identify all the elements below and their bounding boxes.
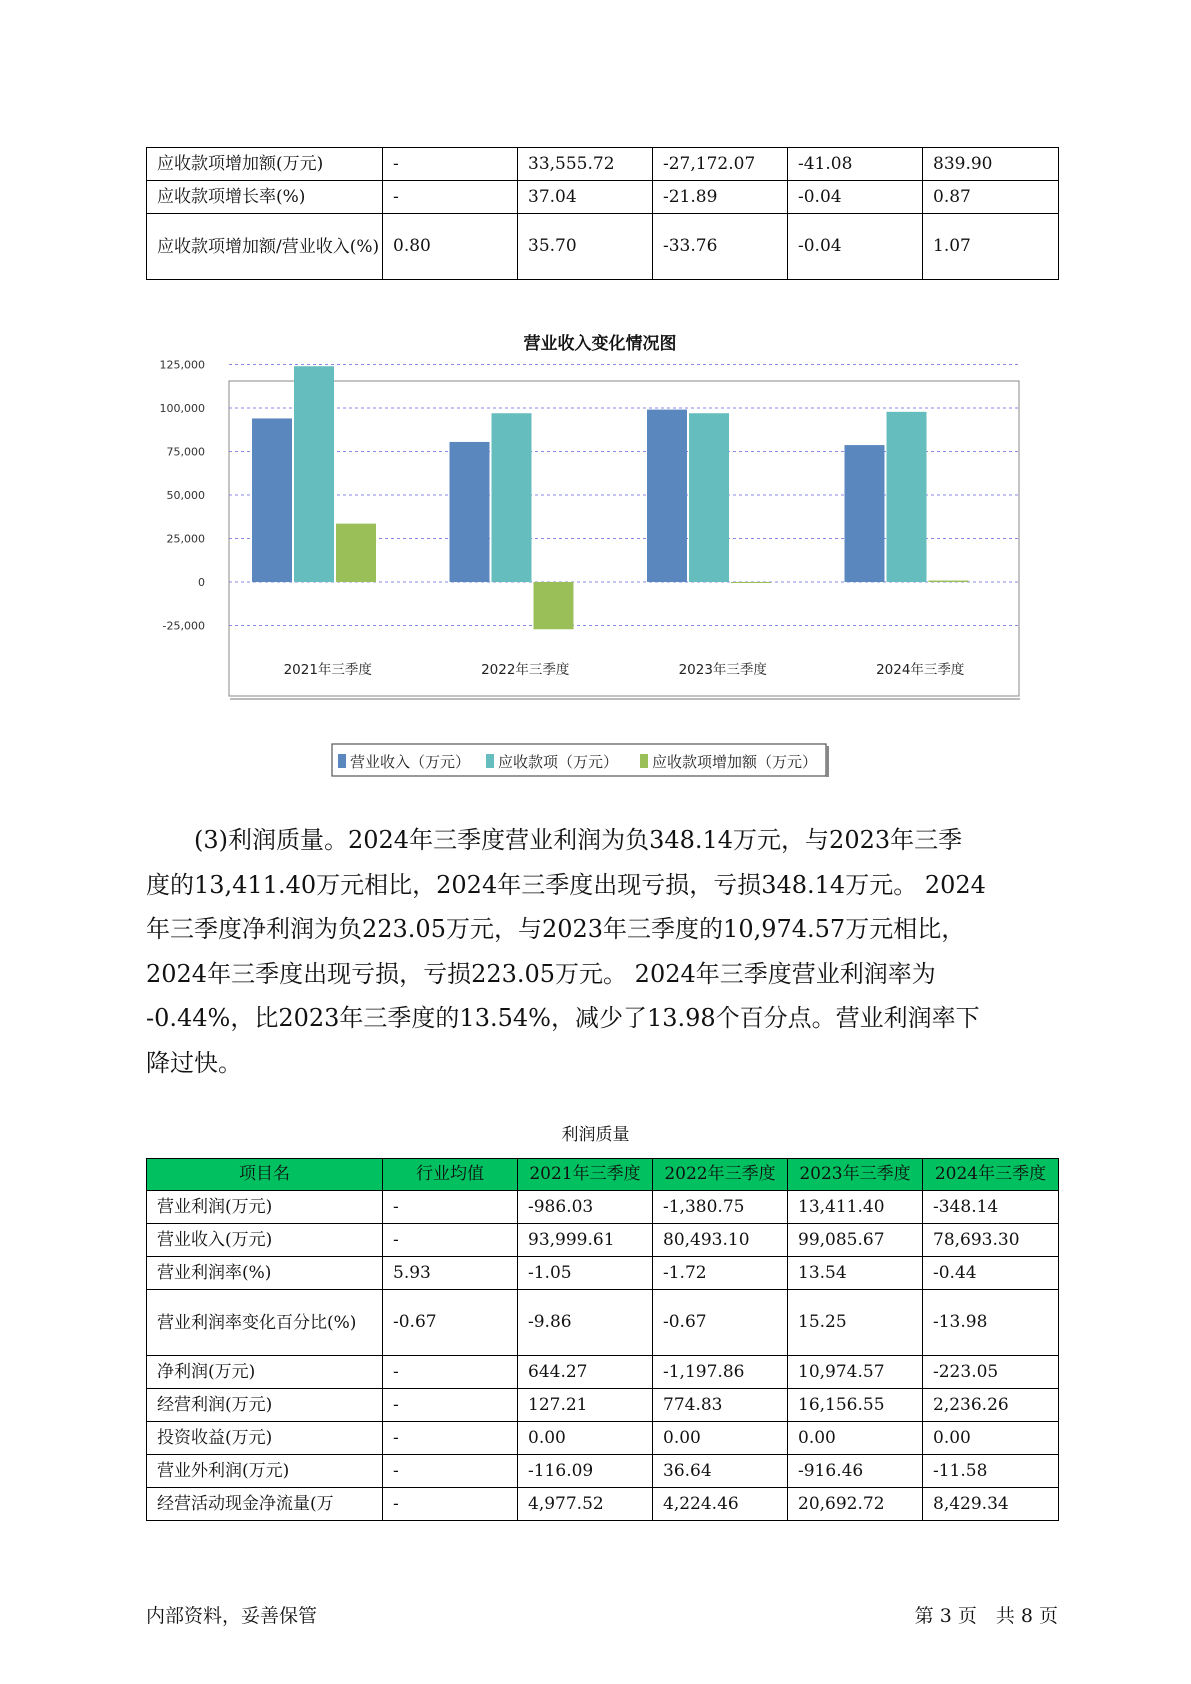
legend-swatch-receivables-increase [640, 754, 648, 768]
table-cell: - [383, 1488, 518, 1521]
table-cell: 营业利润率(%) [147, 1257, 383, 1290]
table-cell: -0.04 [788, 181, 923, 214]
paragraph-line: 度的13,411.40万元相比，2024年三季度出现亏损，亏损348.14万元。 2024 [146, 870, 986, 899]
bar-series1-3 [887, 412, 927, 582]
table-cell: -0.04 [788, 214, 923, 280]
table-cell: 839.90 [923, 148, 1059, 181]
table-cell: -916.46 [788, 1455, 923, 1488]
table-cell: -0.67 [383, 1290, 518, 1356]
table-cell: - [383, 1191, 518, 1224]
table-cell: 13.54 [788, 1257, 923, 1290]
table-cell: 经营利润(万元) [147, 1389, 383, 1422]
bar-series1-1 [492, 413, 532, 582]
table-cell: 4,977.52 [518, 1488, 653, 1521]
table-cell: -27,172.07 [653, 148, 788, 181]
revenue-chart [146, 328, 1046, 780]
table-cell: 应收款项增加额(万元) [147, 148, 383, 181]
bar-series0-1 [450, 442, 490, 582]
bar-series2-2 [731, 582, 771, 583]
table-cell: 644.27 [518, 1356, 653, 1389]
legend-label-receivables-increase: 应收款项增加额（万元） [652, 753, 818, 771]
bar-series1-2 [689, 413, 729, 582]
table-cell: 80,493.10 [653, 1224, 788, 1257]
table-cell: -348.14 [923, 1191, 1059, 1224]
chart-title: 营业收入变化情况图 [523, 334, 677, 354]
table-cell: 774.83 [653, 1389, 788, 1422]
table-cell: - [383, 1389, 518, 1422]
bar-series2-3 [929, 581, 969, 582]
table-cell: -116.09 [518, 1455, 653, 1488]
y-tick-label: 125,000 [159, 358, 205, 372]
page-number: 第 3 页 共 8 页 [914, 1605, 1058, 1627]
bar-series0-3 [845, 445, 885, 582]
table-cell: 营业收入(万元) [147, 1224, 383, 1257]
bar-series2-1 [534, 582, 574, 629]
table-cell: - [383, 1455, 518, 1488]
legend-label-receivables: 应收款项（万元） [498, 753, 619, 771]
table-cell: -223.05 [923, 1356, 1059, 1389]
table-row [147, 148, 1059, 181]
table-row [147, 1422, 1059, 1455]
receivables-table [146, 147, 1059, 280]
legend-label-revenue: 营业收入（万元） [350, 753, 471, 771]
legend-swatch-revenue [338, 754, 346, 768]
table-row [147, 1224, 1059, 1257]
x-tick-label: 2022年三季度 [481, 662, 570, 678]
legend-swatch-receivables [486, 754, 494, 768]
table-cell: -0.67 [653, 1290, 788, 1356]
table-cell: 应收款项增加额/营业收入(%) [147, 214, 383, 280]
table-cell: -21.89 [653, 181, 788, 214]
table-cell: 经营活动现金净流量(万 [147, 1488, 383, 1521]
table-cell: -1,197.86 [653, 1356, 788, 1389]
table-row [147, 1356, 1059, 1389]
table-cell: - [383, 1224, 518, 1257]
table-cell: 营业利润(万元) [147, 1191, 383, 1224]
bar-series1-0 [294, 366, 334, 582]
bar-series0-0 [252, 418, 292, 582]
table-cell: - [383, 1356, 518, 1389]
table-row [147, 181, 1059, 214]
table-cell: 0.80 [383, 214, 518, 280]
column-header: 行业均值 [383, 1159, 518, 1191]
bar-series0-2 [647, 410, 687, 582]
table-cell: 35.70 [518, 214, 653, 280]
table-row [147, 1389, 1059, 1422]
footer-note: 内部资料，妥善保管 [146, 1605, 318, 1627]
table-cell: -1.72 [653, 1257, 788, 1290]
table-cell: 127.21 [518, 1389, 653, 1422]
legend-shadow [826, 746, 829, 777]
legend [332, 744, 829, 777]
table-cell: 净利润(万元) [147, 1356, 383, 1389]
paragraph-line: -0.44%，比2023年三季度的13.54%，减少了13.98个百分点。营业利润率下 [146, 1004, 980, 1032]
table-cell: 15.25 [788, 1290, 923, 1356]
table-cell: 33,555.72 [518, 148, 653, 181]
bar-series2-0 [336, 524, 376, 582]
table-cell: -1.05 [518, 1257, 653, 1290]
table-row [147, 1455, 1059, 1488]
paragraph-line: (3)利润质量。2024年三季度营业利润为负348.14万元，与2023年三季 [194, 826, 963, 854]
table-cell: 投资收益(万元) [147, 1422, 383, 1455]
table-cell: - [383, 181, 518, 214]
table-cell: 0.00 [788, 1422, 923, 1455]
table-cell: -9.86 [518, 1290, 653, 1356]
x-tick-label: 2021年三季度 [283, 662, 372, 678]
table-cell: -1,380.75 [653, 1191, 788, 1224]
y-tick-label: 100,000 [159, 402, 205, 415]
table-header-row [147, 1159, 1059, 1191]
paragraph-line: 降过快。 [146, 1048, 242, 1077]
column-header: 2022年三季度 [653, 1159, 788, 1191]
table-cell: 营业利润率变化百分比(%) [147, 1290, 383, 1356]
table-cell: -13.98 [923, 1290, 1059, 1356]
y-tick-label: -25,000 [162, 619, 205, 633]
x-tick-label: 2024年三季度 [876, 662, 965, 678]
table-cell: -41.08 [788, 148, 923, 181]
y-tick-label: 0 [198, 576, 205, 589]
table-cell: 37.04 [518, 181, 653, 214]
table-cell: 36.64 [653, 1455, 788, 1488]
table-cell: 1.07 [923, 214, 1059, 280]
table-cell: 16,156.55 [788, 1389, 923, 1422]
table-cell: 93,999.61 [518, 1224, 653, 1257]
column-header: 项目名 [147, 1159, 383, 1191]
table-cell: 99,085.67 [788, 1224, 923, 1257]
table-cell: -986.03 [518, 1191, 653, 1224]
table-row [147, 1290, 1059, 1356]
table-cell: 8,429.34 [923, 1488, 1059, 1521]
column-header: 2021年三季度 [518, 1159, 653, 1191]
y-tick-label: 50,000 [166, 489, 205, 502]
y-tick-label: 25,000 [166, 532, 205, 546]
table-cell: 0.00 [653, 1422, 788, 1455]
table-cell: 0.87 [923, 181, 1059, 214]
paragraph-line: 2024年三季度出现亏损，亏损223.05万元。 2024年三季度营业利润率为 [146, 959, 936, 988]
profit-quality-table [146, 1158, 1059, 1521]
table-cell: -11.58 [923, 1455, 1059, 1488]
table-cell: 5.93 [383, 1257, 518, 1290]
table-row [147, 214, 1059, 280]
table-caption: 利润质量 [561, 1125, 630, 1145]
table-cell: - [383, 1422, 518, 1455]
table-cell: 2,236.26 [923, 1389, 1059, 1422]
table-cell: 0.00 [518, 1422, 653, 1455]
x-tick-label: 2023年三季度 [678, 662, 767, 678]
table-cell: -33.76 [653, 214, 788, 280]
table-cell: 13,411.40 [788, 1191, 923, 1224]
table-cell: 4,224.46 [653, 1488, 788, 1521]
table-cell: 0.00 [923, 1422, 1059, 1455]
table-row [147, 1191, 1059, 1224]
table-cell: 20,692.72 [788, 1488, 923, 1521]
table-cell: 应收款项增长率(%) [147, 181, 383, 214]
table-cell: 10,974.57 [788, 1356, 923, 1389]
table-row [147, 1488, 1059, 1521]
table-cell: -0.44 [923, 1257, 1059, 1290]
column-header: 2024年三季度 [923, 1159, 1059, 1191]
profit-quality-paragraph [146, 818, 1061, 1085]
table-row [147, 1257, 1059, 1290]
table-cell: 营业外利润(万元) [147, 1455, 383, 1488]
y-axis-labels [160, 359, 206, 633]
table-cell: 78,693.30 [923, 1224, 1059, 1257]
table-cell: - [383, 148, 518, 181]
column-header: 2023年三季度 [788, 1159, 923, 1191]
paragraph-line: 年三季度净利润为负223.05万元，与2023年三季度的10,974.57万元相比， [146, 915, 966, 943]
y-tick-label: 75,000 [166, 445, 205, 459]
